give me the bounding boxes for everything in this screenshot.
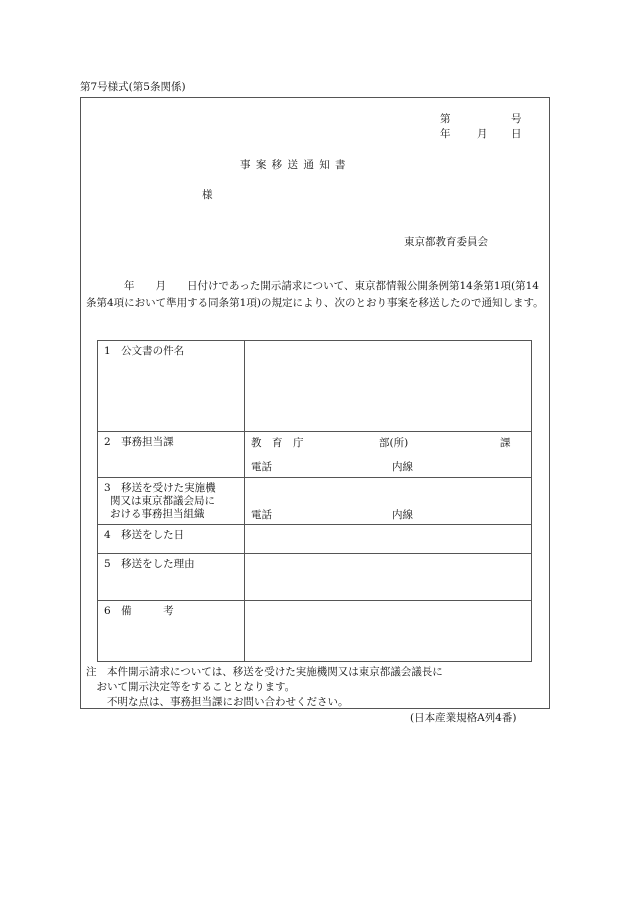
date-day: 日: [511, 128, 522, 140]
row2-dept: 部(所): [379, 437, 409, 449]
table-row: [98, 554, 532, 601]
row2-phone: 電話: [251, 461, 272, 473]
paper-standard: (日本産業規格A列4番): [410, 712, 517, 724]
details-table: [97, 340, 532, 662]
table-row: [98, 601, 532, 662]
row2-agency: 教 育 庁: [251, 437, 304, 449]
row3-label-line2: 関又は東京都議会局に: [110, 495, 215, 507]
sender-name: 東京都教育委員会: [404, 236, 488, 248]
row3-phone: 電話: [251, 509, 272, 521]
row3-label-line3: おける事務担当組織: [110, 508, 205, 520]
row3-value: [245, 478, 532, 525]
table-row: [98, 525, 532, 554]
row3-label: [98, 478, 244, 521]
row1-label: 1 公文書の件名: [104, 345, 185, 357]
table-row: [98, 341, 532, 432]
note-line-1: 注 本件開示請求については、移送を受けた実施機関又は東京都議会議長に: [86, 666, 443, 678]
row5-label: 5 移送をした理由: [104, 558, 195, 570]
note-line-3: 不明な点は、事務担当課にお問い合わせください。: [86, 696, 349, 708]
table-row: [98, 478, 532, 525]
row1-value: [245, 341, 532, 432]
doc-number-suffix: 号: [511, 113, 522, 125]
row2-label: 2 事務担当課: [104, 436, 174, 448]
form-number: 第7号様式(第5条関係): [80, 81, 186, 93]
date-month: 月: [477, 128, 488, 140]
row3-extension: 内線: [392, 509, 413, 521]
row5-value: [245, 554, 532, 601]
notes-block: [86, 665, 546, 710]
row2-section: 課: [500, 437, 511, 449]
date-year: 年: [440, 128, 451, 140]
row2-value: [245, 432, 532, 478]
row4-label: 4 移送をした日: [104, 529, 185, 541]
body-paragraph: 年 月 日付けであった開示請求について、東京都情報公開条例第14条第1項(第14条第4項において準用する同条第1項)の規定により、次のとおり事案を移送したので通知します。: [86, 280, 544, 309]
row6-value: [245, 601, 532, 662]
row4-value: [245, 525, 532, 554]
recipient-suffix: 様: [202, 189, 213, 201]
table-row: [98, 432, 532, 478]
row6-label: 6 備 考: [104, 605, 174, 617]
row2-extension: 内線: [392, 461, 413, 473]
doc-number-prefix: 第: [440, 113, 451, 125]
note-line-2: おいて開示決定等をすることとなります。: [86, 681, 296, 693]
row3-label-line1: 3 移送を受けた実施機: [104, 482, 216, 494]
document-title: 事 案 移 送 通 知 書: [240, 159, 347, 171]
